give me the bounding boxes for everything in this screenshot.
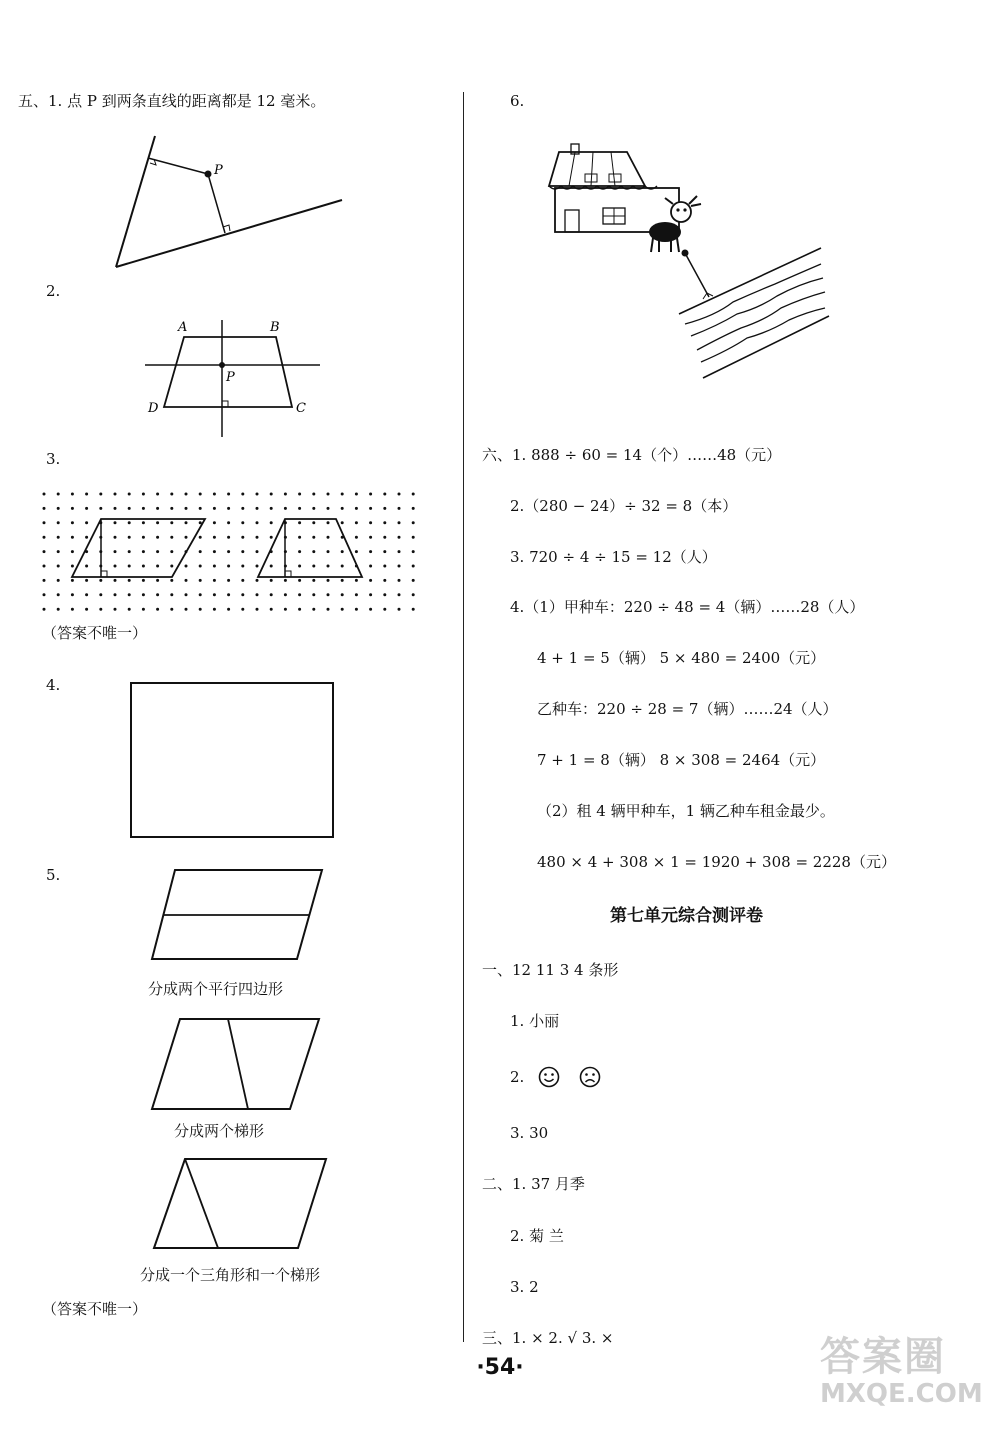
s6-4f: 480 × 4 + 308 × 1 = 1920 + 308 = 2228（元）	[537, 853, 896, 871]
s6-4e: （2）租 4 辆甲种车，1 辆乙种车租金最少。	[537, 802, 835, 820]
a2-3: 3. 2	[510, 1278, 539, 1296]
q5-3-text: 3.	[46, 450, 61, 468]
a1-1: 1. 小丽	[510, 1012, 560, 1030]
figure-parallelogram-split-3	[152, 1157, 330, 1251]
a3: 三、1. × 2. √ 3. ×	[482, 1329, 614, 1347]
deer-icon	[649, 196, 701, 252]
note-answer-not-unique-2: （答案不唯一）	[42, 1300, 148, 1318]
label-b: B	[270, 320, 280, 335]
s6-4b: 4 + 1 = 5（辆） 5 × 480 = 2400（元）	[537, 649, 826, 667]
section-title: 第七单元综合测评卷	[610, 906, 763, 926]
s6-4: 4.（1）甲种车：220 ÷ 48 = 4（辆）……28（人）	[510, 598, 865, 616]
figure-house-deer-river	[545, 140, 835, 380]
a2-2: 2. 菊 兰	[510, 1227, 564, 1245]
face-icons	[538, 1066, 608, 1090]
figure-parallelogram-split-2	[150, 1017, 322, 1112]
column-divider	[463, 92, 464, 1342]
page-number: ·54·	[476, 1355, 524, 1380]
figure-angle-point-p	[100, 130, 360, 280]
q5-2-text: 2.	[46, 282, 61, 300]
a1-2: 2.	[510, 1068, 525, 1086]
label-p: P	[226, 370, 235, 385]
sad-face-icon	[581, 1068, 600, 1087]
label-p: P	[214, 163, 223, 178]
q5-4-text: 4.	[46, 676, 61, 694]
figure-dot-grid	[40, 490, 420, 612]
label-c: C	[296, 401, 306, 416]
note-answer-not-unique: （答案不唯一）	[42, 624, 148, 642]
watermark-logo: 答案圈 MXQE.COM	[820, 1334, 983, 1409]
smile-face-icon	[540, 1068, 559, 1087]
a2: 二、1. 37 月季	[482, 1175, 585, 1193]
s6-1: 六、1. 888 ÷ 60 = 14（个）……48（元）	[482, 446, 782, 464]
s6-2: 2.（280 − 24）÷ 32 = 8（本）	[510, 497, 738, 515]
figure-rectangle	[130, 682, 336, 840]
s6-3: 3. 720 ÷ 4 ÷ 15 = 12（人）	[510, 548, 717, 566]
q5-1-text: 五、1. 点 P 到两条直线的距离都是 12 毫米。	[18, 92, 326, 110]
caption-triangle-and-trapezoid: 分成一个三角形和一个梯形	[140, 1266, 321, 1284]
figure-trapezoid-abcd	[140, 315, 330, 440]
caption-two-parallelograms: 分成两个平行四边形	[148, 980, 284, 998]
figure-parallelogram-split-1	[150, 868, 330, 962]
s6-4c: 乙种车：220 ÷ 28 = 7（辆）……24（人）	[537, 700, 838, 718]
s6-4d: 7 + 1 = 8（辆） 8 × 308 = 2464（元）	[537, 751, 826, 769]
caption-two-trapezoids: 分成两个梯形	[174, 1122, 265, 1140]
a1-3: 3. 30	[510, 1124, 549, 1142]
label-a: A	[178, 320, 188, 335]
label-d: D	[148, 401, 159, 416]
q6-text: 6.	[510, 92, 525, 110]
q5-5-text: 5.	[46, 866, 61, 884]
a1: 一、12 11 3 4 条形	[482, 961, 619, 979]
